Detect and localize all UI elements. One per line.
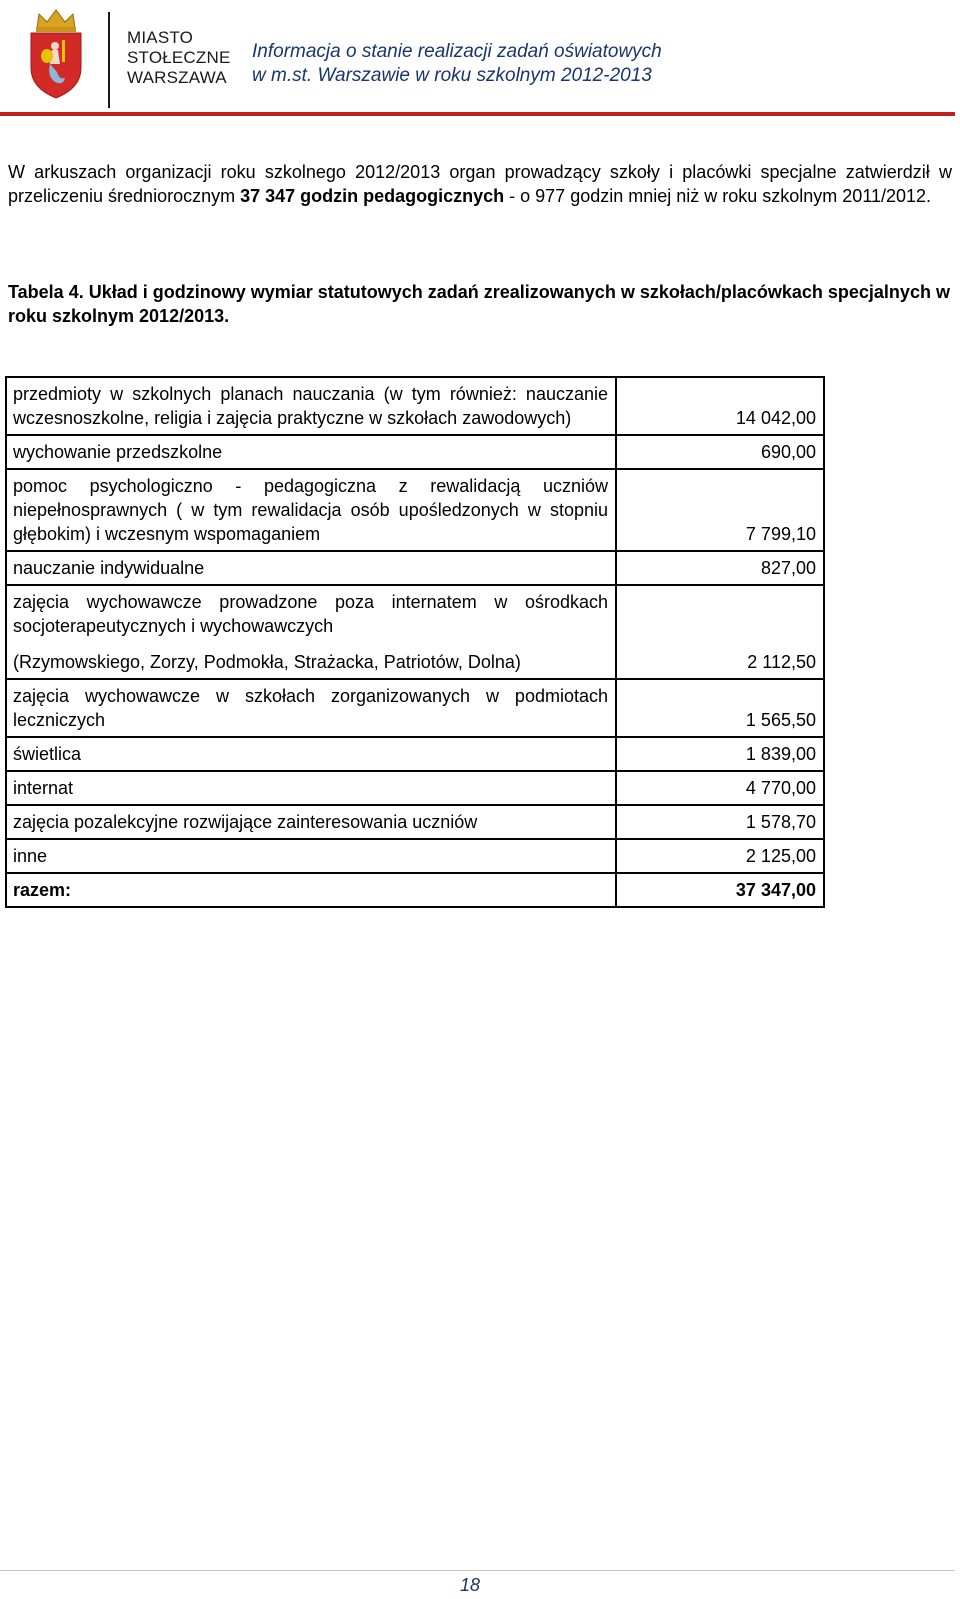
table-row [6, 585, 824, 679]
row-value: 2 112,50 [616, 585, 824, 679]
intro-bold-hours: 37 347 godzin pedagogicznych [240, 186, 505, 206]
row-label: pomoc psychologiczno - pedagogiczna z rewalidacją uczniów niepełnosprawnych ( w tym rewalidacja osób upośledzonych w stopniu głębokim) i wczesnym wspomaganiem [6, 469, 616, 551]
row-label: przedmioty w szkolnych planach nauczania (w tym również: nauczanie wczesnoszkolne, religia i zajęcia praktyczne w szkołach zawodowych) [6, 377, 616, 435]
row-label: świetlica [6, 737, 616, 771]
row-label-sub: (Rzymowskiego, Zorzy, Podmokła, Strażacka, Patriotów, Dolna) [13, 652, 521, 672]
row-value: 4 770,00 [616, 771, 824, 805]
running-title-line-1: Informacja o stanie realizacji zadań oświatowych [252, 41, 662, 62]
table-row [6, 737, 824, 771]
row-label-main: zajęcia wychowawcze prowadzone poza internatem w ośrodkach socjoterapeutycznych i wychowawczych [13, 592, 608, 636]
document-running-title [252, 40, 662, 88]
running-title-line-2: w m.st. Warszawie w roku szkolnym 2012-2013 [252, 65, 652, 86]
intro-text-1: W arkuszach organizacji roku szkolnego 2012/2013 organ prowadzący szkoły i placówki specjalne zatwierdził w przeliczeniu średniorocznym [8, 162, 952, 206]
page-header [0, 0, 960, 118]
table-row [6, 679, 824, 737]
row-value: 1 565,50 [616, 679, 824, 737]
row-label: zajęcia pozalekcyjne rozwijające zainteresowania uczniów [6, 805, 616, 839]
table-row [6, 469, 824, 551]
warsaw-coat-of-arms-icon [25, 6, 87, 102]
logo-line-1: MIASTO [127, 28, 194, 47]
table-row [6, 771, 824, 805]
row-value: 690,00 [616, 435, 824, 469]
table-row [6, 839, 824, 873]
hours-table [5, 376, 825, 908]
table-caption: Tabela 4. Układ i godzinowy wymiar statutowych zadań zrealizowanych w szkołach/placówkach specjalnych w roku szkolnym 2012/2013. [8, 282, 950, 326]
logo-wordmark [127, 28, 231, 88]
row-label: wychowanie przedszkolne [6, 435, 616, 469]
row-value: 2 125,00 [616, 839, 824, 873]
table-row [6, 377, 824, 435]
total-value: 37 347,00 [616, 873, 824, 907]
header-rule [0, 112, 955, 116]
row-label: inne [6, 839, 616, 873]
row-label: zajęcia wychowawcze w szkołach zorganizowanych w podmiotach leczniczych [6, 679, 616, 737]
row-value: 7 799,10 [616, 469, 824, 551]
row-value: 1 578,70 [616, 805, 824, 839]
row-value: 14 042,00 [616, 377, 824, 435]
row-value: 827,00 [616, 551, 824, 585]
intro-text-2: - o 977 godzin mniej niż w roku szkolnym 2011/2012. [504, 186, 932, 206]
table-row [6, 551, 824, 585]
total-label: razem: [6, 873, 616, 907]
logo-line-3: WARSZAWA [127, 68, 227, 87]
intro-paragraph [8, 160, 952, 208]
table-row [6, 435, 824, 469]
page-number: 18 [460, 1575, 481, 1595]
logo-separator [108, 12, 110, 108]
footer-rule [0, 1570, 955, 1571]
logo-line-2: STOŁECZNE [127, 48, 231, 67]
table-row [6, 805, 824, 839]
row-value: 1 839,00 [616, 737, 824, 771]
row-label: internat [6, 771, 616, 805]
table-total-row [6, 873, 824, 907]
row-label-multi [6, 585, 616, 679]
row-label: nauczanie indywidualne [6, 551, 616, 585]
